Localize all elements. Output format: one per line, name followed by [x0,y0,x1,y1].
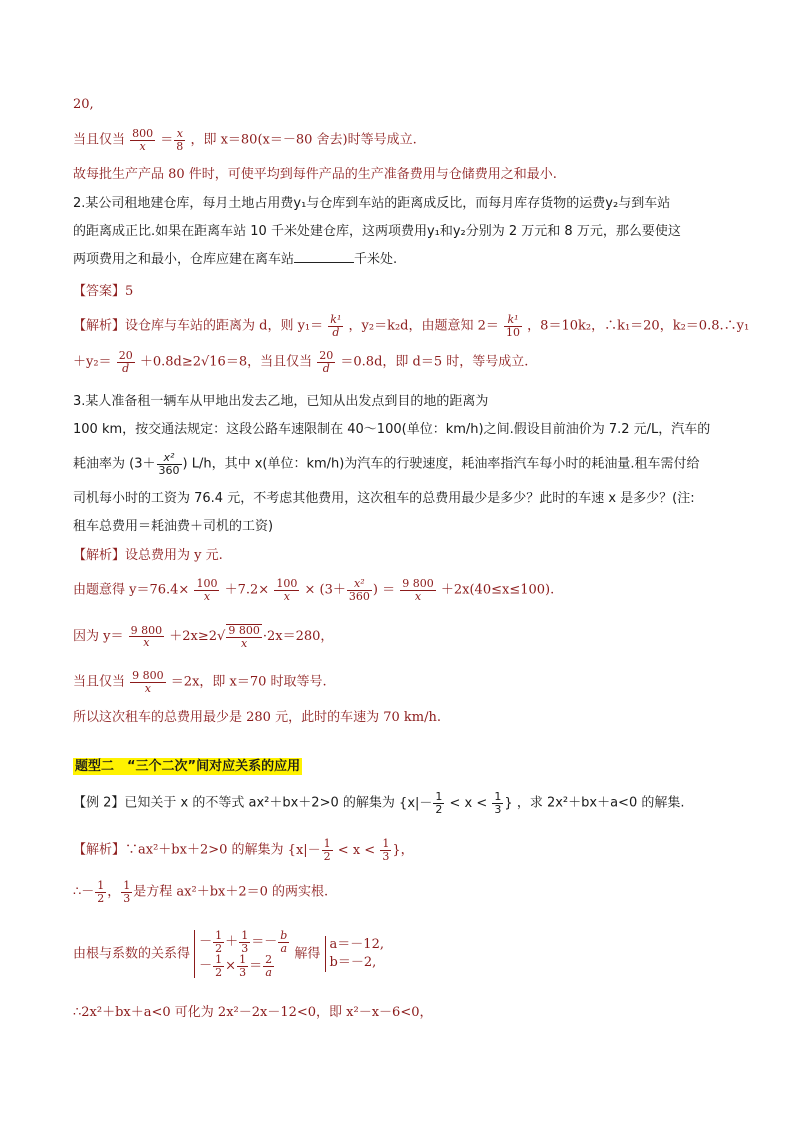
denominator: 3 [239,965,247,979]
text-run: 由题意得 y＝76.4× [73,582,190,598]
fraction [194,578,219,602]
fraction [322,838,333,862]
denominator: d [332,325,340,339]
denominator: 10 [506,325,521,339]
text-run: ， [400,842,414,858]
result-row: a＝－12, [329,936,384,952]
text-run: ＋2x(40≤x≤100). [440,582,555,598]
text-line: 3.某人准备租一辆车从甲地出发去乙地，已知从出发点到目的地的距离为 [73,394,489,409]
numerator: 9 800 [228,624,260,637]
result-row: b＝－2, [329,955,377,971]
numerator: k¹ [330,313,342,326]
text-line [73,284,133,300]
text-run: ＋y₂＝ [73,354,112,370]
fraction [278,930,289,954]
text-run: 由根与系数的关系得 [73,946,191,962]
numerator: 1 [123,879,131,892]
text-run: 两项费用之和最小，仓库应建在离车站 [73,252,295,267]
fraction [380,838,391,862]
equation-system [194,930,290,978]
sign: ＋ [225,934,239,950]
sign: － [199,934,213,950]
paren-open: (3＋ [319,582,346,598]
text-line [73,578,554,602]
denominator: 2 [215,941,223,955]
numerator: 1 [435,790,443,803]
text-run: 【解析】设仓库与车站的距离为 d，则 y₁＝ [73,318,324,334]
answer-value: 5 [125,284,134,299]
numerator: 1 [241,929,249,942]
set-var: x|－ [295,842,321,858]
text-line [73,252,397,268]
sign: － [199,958,213,974]
numerator: 2 [265,953,273,967]
text-run: ∴－ [73,884,95,900]
denominator: 3 [382,849,390,863]
text-line: 【解析】设总费用为 y 元. [73,548,223,563]
denominator: 2 [215,965,223,979]
text-run: 千米处. [354,252,398,267]
denominator: x [240,636,248,650]
fraction [492,791,503,815]
text-run: 解得 [294,946,321,962]
numerator: 9 800 [132,669,164,682]
denominator: 3 [494,802,502,816]
numerator: b [280,929,288,942]
text-line [73,314,749,338]
denominator: 2 [97,891,105,905]
fraction [174,128,185,152]
section-heading [73,759,302,775]
text-run: × [304,582,316,598]
text-run: ＋2x≥2 [169,629,218,645]
denominator: a [280,941,287,955]
fraction [263,954,274,978]
sqrt-sign: √ [217,629,226,645]
equation-row [199,954,290,978]
paren-close: ) [372,582,378,598]
fraction [157,452,182,476]
fraction [213,954,224,978]
numerator: x [174,128,185,141]
text-line: 20, [73,97,94,112]
fraction [237,954,248,978]
text-line [73,670,327,694]
text-run: ＋7.2× [224,582,270,598]
fraction [130,128,155,152]
text-line: 故每批生产产品 80 件时，可使平均到每件产品的生产准备费用与仓储费用之和最小. [73,167,557,182]
fraction [129,625,165,649]
numerator: 20 [118,349,133,362]
denominator: 2 [435,802,443,816]
text-run: 【例 2】已知关于 x 的不等式 ax²＋bx＋2>0 的解集为 [73,795,395,811]
text-run: 当且仅当 [73,674,126,690]
text-line [73,350,528,374]
numerator: 1 [323,837,331,850]
equation-row [199,930,290,954]
text-run: 当且仅当 [73,132,126,148]
text-line: 100 km，按交通法规定：这段公路车速限制在 40～100(单位：km/h)之间.假设目前油价为 7.2 元/L，汽车的 [73,422,711,437]
text-run: ，求 2x²＋bx＋a<0 的解集. [516,795,685,811]
set-ineq: < x < [333,842,380,858]
text-line [73,930,384,978]
text-line [73,452,700,476]
denominator: 8 [176,139,184,153]
fraction [328,314,343,338]
fraction [239,930,250,954]
text-run: 是方程 ax²＋bx＋2＝0 的两实根. [133,884,329,900]
denominator: x [143,636,150,650]
text-run: ， [107,884,121,900]
numerator: 20 [319,349,334,362]
text-line: 所以这次租车的总费用最少是 280 元，此时的车速为 70 km/h. [73,710,441,725]
fraction [433,791,444,815]
sign: ＝－ [251,934,278,950]
text-run: ，y₂＝k₂d，由题意知 2＝ [348,318,499,334]
text-run: 耗油率为 [73,456,126,472]
result-system [325,936,384,972]
answer-label: 【答案】 [73,284,126,299]
denominator: d [322,361,330,375]
text-line [73,624,333,649]
text-line: 司机每小时的工资为 76.4 元，不考虑其他费用，这次租车的总费用最少是多少？此时的车速 x 是多少？(注: [73,491,695,506]
denominator: x [144,681,152,695]
fraction [226,624,262,649]
set-brace: {x|－ $\frac{1}{2}$ < x < $\frac{1}{3}$ } [399,790,513,816]
denominator: 3 [241,941,249,955]
numerator: 1 [382,837,390,850]
text-run: ＝ [382,582,396,598]
text-line: ∴2x²＋bx＋a<0 可化为 2x²－2x－12<0，即 x²－x－6<0， [73,1005,433,1020]
fraction [130,670,166,694]
set-brace: {x|－ $\frac{1}{2}$ < x < $\frac{1}{3}$ } [287,837,401,863]
text-run: L/h，其中 x(单位：km/h)为汽车的行驶速度，耗油率指汽车每小时的耗油量.租车需付给 [191,456,700,472]
numerator: 9 800 [130,623,163,637]
denominator: 360 [348,589,370,603]
set-ineq: < x < [445,795,492,811]
text-line: 的距离成正比.如果在距离车站 10 千米处建仓库，这两项费用y₁和y₂分别为 2 万元和 8 万元，那么要使这 [73,224,681,239]
denominator: d [122,361,130,375]
denominator: x [139,139,146,153]
denominator: x [414,589,422,603]
set-var: x|－ [407,795,433,811]
numerator: k¹ [504,314,522,327]
heading-highlight: 题型二 “三个二次”间对应关系的应用 [75,759,301,774]
fraction [317,350,335,374]
answer-blank [294,262,354,263]
paren-close: ) [182,456,188,472]
denominator: 3 [123,891,131,905]
paren-open: (3＋ [129,456,156,472]
fraction [400,578,436,602]
text-line [73,838,414,862]
denominator: x [203,589,211,603]
fraction [347,578,372,602]
numerator: 800 [132,127,154,140]
fraction [95,880,106,904]
text-run: ＝2x，即 x＝70 时取等号. [170,674,327,690]
numerator: 1 [239,953,247,967]
numerator: 1 [494,790,502,803]
text-run: ＋0.8d≥2√16＝8，当且仅当 [139,354,313,370]
text-line: 2.某公司租地建仓库，每月土地占用费y₁与仓库到车站的距离成反比，而每月库存货物的运费y₂与到车站 [73,196,671,211]
fraction [117,350,135,374]
denominator: 360 [158,463,180,477]
text-run: ，即 x＝80(x＝－80 舍去)时等号成立. [190,132,417,148]
numerator: 100 [196,577,218,590]
denominator: x [283,589,290,603]
denominator: a [265,965,272,979]
sign: ＝ [249,958,263,974]
numerator: 1 [215,929,223,942]
text-line [73,791,684,815]
sign: × [225,958,237,974]
numerator: 1 [97,879,105,892]
numerator: 100 [276,577,298,590]
numerator: 1 [215,953,223,967]
fraction [504,314,522,338]
numerator: x² [347,578,372,591]
text-run: 因为 y＝ [73,629,124,645]
fraction [121,880,132,904]
denominator: 2 [323,849,331,863]
numerator: 9 800 [402,577,434,590]
text-run: ·2x＝280， [262,629,334,645]
text-run: ＝0.8d，即 d＝5 时，等号成立. [340,354,529,370]
text-run: ，8＝10k₂，∴k₁＝20，k₂＝0.8.∴y₁ [527,318,750,334]
text-line: 租车总费用＝耗油费＋司机的工资) [73,519,274,534]
text-line: 当且仅当 $\frac{800}{x}$ ＝ $\frac{x}{8}$ ，即 x＝80(x＝－80 舍去)时等号成立. [73,127,417,153]
text-run: 【解析】∵ax²＋bx＋2>0 的解集为 [73,842,284,858]
fraction [274,578,299,602]
fraction [213,930,224,954]
text-line [73,880,328,904]
numerator: x² [157,452,182,465]
